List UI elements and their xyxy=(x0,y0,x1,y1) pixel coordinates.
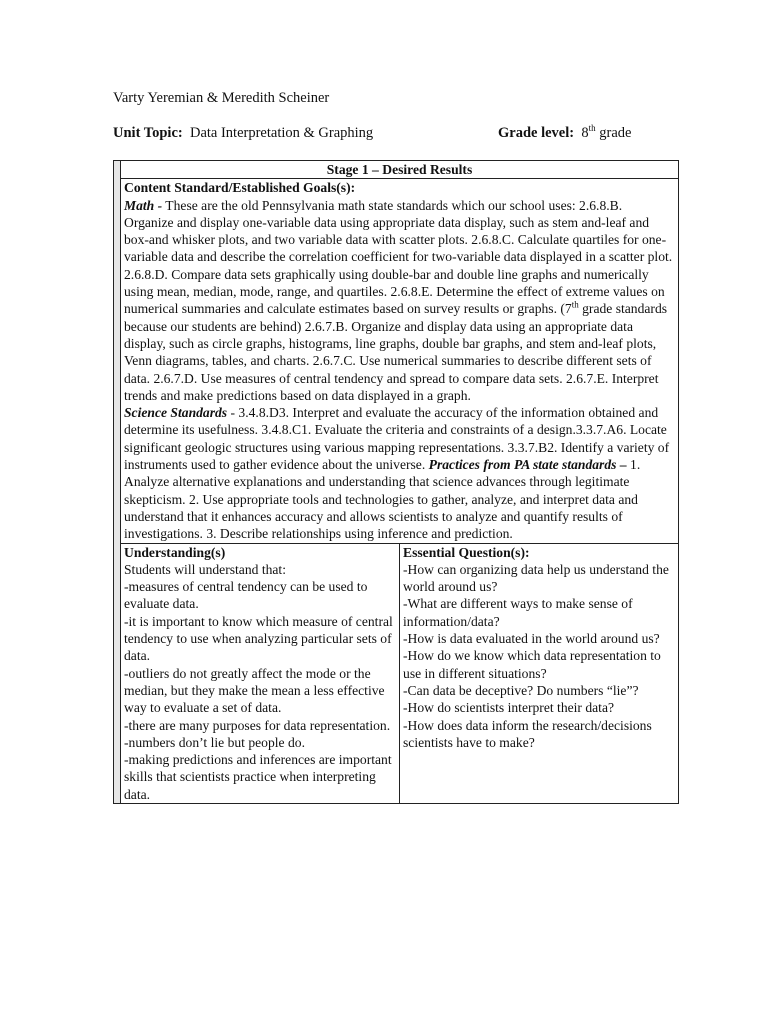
grade-number: 8 xyxy=(581,125,589,141)
questions-cell xyxy=(400,543,679,803)
stage-title-row xyxy=(114,161,679,179)
science-paragraph xyxy=(124,404,675,542)
question-item: -How do we know which data representation to use in different situations? xyxy=(403,648,661,681)
question-item: -How does data inform the research/decisions scientists have to make? xyxy=(403,717,652,750)
grade-level xyxy=(498,125,631,142)
understanding-item: -numbers don’t lie but people do. xyxy=(124,734,305,750)
understandings-heading: Understanding(s) xyxy=(124,544,226,560)
grade-word: grade xyxy=(599,125,632,141)
question-item: -How can organizing data help us understand the world around us? xyxy=(403,561,669,595)
goals-cell xyxy=(121,179,679,543)
question-item: -What are different ways to make sense of information/data? xyxy=(403,596,633,629)
stage-title: Stage 1 – Desired Results xyxy=(121,161,679,179)
goals-heading: Content Standard/Established Goals(s): xyxy=(124,180,356,196)
question-item: -Can data be deceptive? Do numbers “lie”? xyxy=(403,682,639,698)
understanding-item: -it is important to know which measure of central tendency to use when analyzing particular sets of data. xyxy=(124,613,393,664)
math-paragraph xyxy=(124,198,672,403)
understanding-questions-row xyxy=(114,543,679,803)
understanding-item: Students will understand that: xyxy=(124,561,286,577)
understanding-item: -making predictions and inferences are important skills that scientists practice when interpreting data. xyxy=(124,752,392,802)
math-label: Math - xyxy=(124,197,163,213)
unit-topic-line xyxy=(113,125,653,142)
question-item: -How do scientists interpret their data? xyxy=(403,700,615,716)
question-item: -How is data evaluated in the world around us? xyxy=(403,631,660,647)
shaded-margin-column xyxy=(114,161,121,804)
stage-1-table xyxy=(113,160,679,804)
math-text-2: grade standards because our students are behind) 2.6.7.B. Organize and display data using an appropriate data display, such as circle graphs, histograms, line graphs, double bar graphs, and stem and-leaf plots, Venn diagrams, tables, and charts. 2.6.7.C. Use numerical summaries to describe different sets of data. 2.6.7.D. Use measures of central tendency and spread to compare data sets. 2.6.7.E. Interpret trends and make predictions based on data displayed in a graph. xyxy=(124,301,668,403)
understanding-item: -measures of central tendency can be used to evaluate data. xyxy=(124,579,368,612)
math-text-1: These are the old Pennsylvania math state standards which our school uses: 2.6.8.B. Organize and display one-variable data using appropriate data display, such as stem and-leaf and box-and whisker plots, and two variable data with scatter plots. 2.6.8.C. Calculate quartiles for one-variable data and describe the correlation coefficient for two-variable data displayed in a scatter plot. 2.6.8.D. Compare data sets graphically using double-bar and double line graphs and numerically using mean, median, mode, range, and quartiles. 2.6.8.E. Determine the effect of extreme values on numerical summaries and calculate estimates based on survey results or graphs. (7 xyxy=(124,197,673,317)
math-sup: th xyxy=(571,299,579,310)
unit-topic-label: Unit Topic: xyxy=(113,125,183,141)
science-label: Science Standards xyxy=(124,405,228,421)
grade-suffix: th xyxy=(588,123,596,134)
authors-line: Varty Yeremian & Meredith Scheiner xyxy=(113,90,330,106)
science-text: - 3.4.8.D3. Interpret and evaluate the accuracy of the information obtained and determine its usefulness. 3.4.8.C1. Evaluate the criteria and constraints of a design.3.3.7.A6. Locate significant geologic structures using various mapping representations. 3.3.7.B2. Identify a variety of instruments used to gather evidence about the universe. xyxy=(124,405,670,473)
practices-text: 1. Analyze alternative explanations and understanding that science advances through legitimate skepticism. 2. Use appropriate tools and technologies to gather, analyze, and interpret data and understand that it enhances accuracy and allows scientists to analyze and quantify results of investigations. 3. Describe relationships using inference and prediction. xyxy=(124,457,641,542)
goals-row xyxy=(114,179,679,543)
understandings-cell xyxy=(121,543,400,803)
unit-topic-value: Data Interpretation & Graphing xyxy=(189,125,374,141)
understanding-item: -outliers do not greatly affect the mode or the median, but they make the mean a less effective way to evaluate a set of data. xyxy=(124,665,385,716)
grade-level-label: Grade level: xyxy=(498,125,575,141)
questions-heading: Essential Question(s): xyxy=(403,544,530,560)
practices-label: Practices from PA state standards – xyxy=(428,457,627,473)
understanding-item: -there are many purposes for data representation. xyxy=(124,717,391,733)
